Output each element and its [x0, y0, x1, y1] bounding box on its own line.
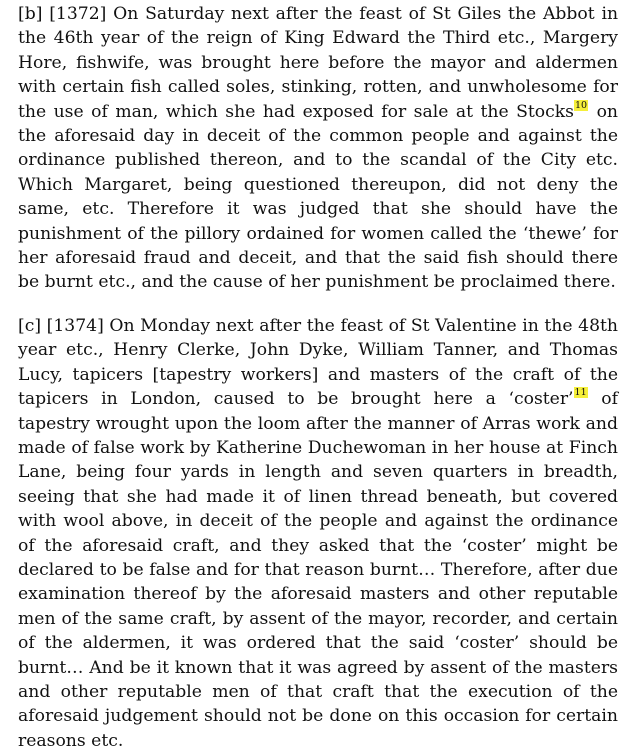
- entry-text-continued: on the aforesaid day in deceit of the common people and against the ordinance published thereon, and to the scandal of the City etc. Which Margaret, being questioned thereupon, did not deny the same, etc. Therefore it was judged that she should have the punishment of the pillory ordained for women called the ‘thewe’ for her aforesaid fraud and deceit, and that the said fish should there be burnt etc., and the cause of her punishment be proclaimed there.: [18, 101, 618, 293]
- footnote-marker-11[interactable]: 11: [574, 387, 587, 399]
- entry-text: On Saturday next after the feast of St Giles the Abbot in the 46th year of the reign of King Edward the Third etc., Margery Hore, fishwife, was brought here before the mayor and aldermen with certain fish called soles, stinking, rotten, and unwholesome for the use of man, which she had exposed for sale at the Stocks: [18, 4, 619, 122]
- footnote-marker-10[interactable]: 10: [575, 99, 588, 111]
- entry-text-continued: of tapestry wrought upon the loom after the manner of Arras work and made of false work by Katherine Duchewoman in her house at Finch Lane, being four yards in length and seven quarters in breadth, seeing that she had made it of linen thread beneath, but covered with wool above, in deceit of the people and against the ordinance of the aforesaid craft, and they asked that the ‘coster’ might be declared to be false and for that reason burnt… Therefore, after due examination thereof by the aforesaid masters and other reputable men of the same craft, by assent of the mayor, recorder, and certain of the aldermen, it was ordered that the said ‘coster’ should be burnt… And be it known that it was agreed by assent of the masters and other reputable men of that craft that the execution of the aforesaid judgement should not be done on this occasion for certain reasons etc.: [18, 389, 618, 751]
- entry-text: On Monday next after the feast of St Valentine in the 48th year etc., Henry Clerke, John Dyke, William Tanner, and Thomas Lucy, tapicers [tapestry workers] and masters of the craft of the tapicers in London, caused to be brought here a ‘coster’: [18, 315, 618, 410]
- entry-1374: [18, 314, 618, 753]
- entry-1372: [18, 2, 618, 295]
- entry-label: [b] [1372]: [18, 4, 107, 24]
- document-page: [18, 2, 618, 753]
- entry-label: [c] [1374]: [18, 315, 104, 336]
